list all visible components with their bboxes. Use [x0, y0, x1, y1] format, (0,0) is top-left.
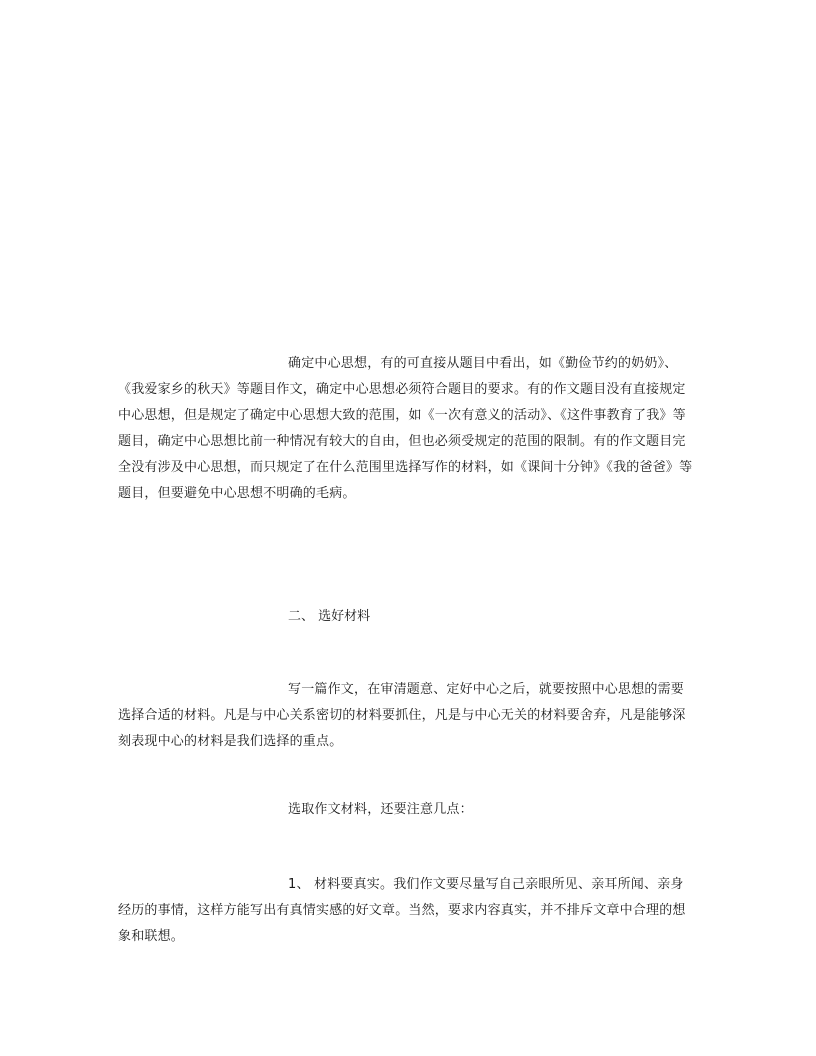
section-heading-select-material: 二、 选好材料: [288, 609, 371, 624]
body-paragraph-point-1: 1、 材料要真实。我们作文要尽量写自己亲眼所见、亲耳所闻、亲身经历的事情，这样方能写出有真情实感的好文章。当然，要求内容真实，并不排斥文章中合理的想象和联想。: [118, 877, 686, 944]
body-paragraph-notes-intro: 选取作文材料，还要注意几点：: [288, 802, 473, 817]
body-paragraph-choose-material: 写一篇作文，在审清题意、定好中心之后，就要按照中心思想的需要选择合适的材料。凡是与中心关系密切的材料要抓住，凡是与中心无关的材料要舍弃，凡是能够深刻表现中心的材料是我们选择的重点。: [118, 682, 686, 749]
body-paragraph-central-idea: 确定中心思想，有的可直接从题目中看出，如《勤俭节约的奶奶》、《我爱家乡的秋天》等题目作文，确定中心思想必须符合题目的要求。有的作文题目没有直接规定中心思想，但是规定了确定中心思想大致的范围，如《一次有意义的活动》、《这件事教育了我》等题目，确定中心思想比前一种情况有较大的自由，但也必须受规定的范围的限制。有的作文题目完全没有涉及中心思想，而只规定了在什么范围里选择写作的材料，如《课间十分钟》《我的爸爸》等题目，但要避免中心思想不明确的毛病。: [118, 356, 693, 501]
